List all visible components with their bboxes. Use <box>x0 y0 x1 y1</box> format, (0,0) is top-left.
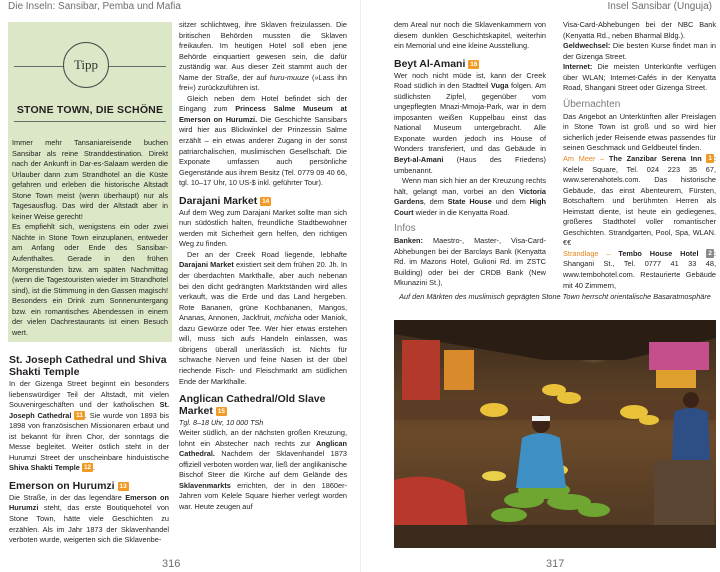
heading-emerson: Emerson on Hurumzi 13 <box>9 479 127 492</box>
paragraph-anglican: Weiter südlich, an der nächsten großen Kreuzung, lohnt ein Abstecher nach rechts zur Anglican Cathedral. Nachdem der Sklavenhandel 1873 offiziell verboten worden war, ließ der anglikanische Bischof Steer die Kirche auf dem Gelände des Sklavenmarkts errichten, der in den 1860er-Jahren vom Kelele Square hierher verlegt worden war. Heute zeugen auf <box>179 428 347 511</box>
map-number-badge: 15 <box>217 408 225 416</box>
left-column-1 <box>9 354 169 546</box>
paragraph-internet: Internet: Die meisten Unterkünfte verfügen über WLAN; Internet-Cafés in der Kenyatta Road, Shangani Street oder Gizenga Street. <box>563 62 716 93</box>
paragraph-nbc: Visa-Card-Abhebungen bei der NBC Bank (Kenyatta Rd., neben Bharmal Bldg.). <box>563 20 716 40</box>
tip-title: STONE TOWN, DIE SCHÖNE <box>16 104 164 116</box>
page-number-right: 317 <box>546 558 565 570</box>
map-number-badge: 2 <box>708 249 712 257</box>
right-column-2 <box>563 20 716 291</box>
paragraph-uebernachten: Das Angebot an Unterkünften aller Preislagen in Stone Town ist groß und so wird hier sicherlich jeder Reisende etwas passendes für seinen Geschmack und Geldbeutel finden. <box>563 111 716 153</box>
right-column-1 <box>394 20 546 289</box>
listing-serena: Am Meer – The Zanzibar Serena Inn 1 : Kelele Square, Tel. 024 223 35 67, www.serenahotels.com. Das historische Gebäude, das einst Abenteurern, Fürsten, Botschaftern und berühmten Herren als Heimstatt diente, ist heute ein gediegenes, größeres Stadthotel voller romantischer Geschichten. Strandgarten, Pool, Spa, WLAN. €€ <box>563 154 716 248</box>
tip-badge: Tipp <box>63 42 109 88</box>
heading-infos: Infos <box>394 223 416 235</box>
heading-beyt-al-amani: Beyt Al-Amani 16 <box>394 57 478 70</box>
map-number-badge: 14 <box>262 197 270 205</box>
tip-paragraph: Immer mehr Tansaniareisende buchen Sansibar als reine Stranddestination. Direkt nach der Ankunft in Dar-es-Salaam werden die Urlauber dann zum Strandhotel an die Küste gefahren und erleben die historische Altstadt Stone Town meist (wenn überhaupt) nur als Tagesausflug. Das wird der Altstadt aber in keiner Weise gerecht! <box>12 138 168 221</box>
paragraph-darajani-2: Der an der Creek Road liegende, lebhafte Darajani Market existiert seit dem frühen 20. Jh. In der überdachten Markthalle, aber auch nebenan bei den dicht gedrängten Marktständen wird alles verkauft, was die Erde und das Land hergeben. Rote Bananen, grüne Kochbananen, Mangos, Ananas, Annonen, Jackfruit, mchicha oder Maniok, dazu Gewürze oder Tee. Wer hier etwas erstehen will, muss sich aufs Handeln einlassen, was übrigens überall unerlässlich ist. Nichts für schwache Nerven und feine Nasen ist der übel riechende Fisch- und Fleischmarkt am südlichen Ende der Markthalle. <box>179 249 347 386</box>
paragraph-beyt-1: Wer noch nicht müde ist, kann der Creek Road südlich in den Stadtteil Vuga folgen. Am südlichsten Zipfel, gegenüber vom ungepflegten Mnazi-Mmoja-Park, war in dem imposanten weißen Kuppelbau einst das National Museum untergebracht. Alle Exponate wurden jedoch ins House of Wonders transferiert, und das Gebäude in Beyt-al-Amani (Haus des Friedens) umbenannt. <box>394 70 546 175</box>
paragraph-princess-salme: Gleich neben dem Hotel befindet sich der Eingang zum Princess Salme Museum at Emerson on Hurumzi. Die Geschichte Sansibars wird hier aus Blickwinkel der Prinzessin Salme erzählt – ein etwas anderer Zugang in der sonst patriarchalischen, muslimischen Gesellschaft. Die Exponate umfassen auch persönliche Gegenstände aus ihrem Besitz (Tel. 0779 09 40 66, tgl. 10–17 Uhr, 10 US-$ inkl. geführter Tour). <box>179 93 347 188</box>
paragraph-beyt-2: Wenn man sich hier an der Kreuzung rechts hält, gelangt man, vorbei an den Victoria Gardens, dem State House und dem High Court wieder in die Kenyatta Road. <box>394 176 546 217</box>
market-photo <box>394 320 716 548</box>
paragraph-geldwechsel: Geldwechsel: Die besten Kurse findet man in der Gizenga Street. <box>563 41 716 61</box>
listing-tembo: Strandlage – Tembo House Hotel 2 : Shangani St., Tel. 0777 41 33 48, www.tembohotel.com. Restaurierte Gebäude mit 40 Zimmern, <box>563 248 716 290</box>
map-number-badge: 11 <box>76 411 83 419</box>
paragraph-st-joseph: In der Gizenga Street beginnt ein besonders liebenswürdiger Teil der Altstadt, mit vielen Souvenirgeschäften und der katholischen St. Joseph Cathedral 11 . Sie wurde von 1893 bis 1898 von französischen Missionaren erbaut und ist bekannt für ihren Chor, der sonntags die Messe begleitet. Weiter östlich steht in der Hurumzi Street der unscheinbare hinduistische Shiva Shakti Temple 12 . <box>9 379 169 473</box>
left-column-2 <box>179 20 347 512</box>
heading-uebernachten: Übernachten <box>563 98 621 110</box>
heading-st-joseph: St. Joseph Cathedral und Shiva Shakti Temple <box>9 354 167 378</box>
page-number-left: 316 <box>162 558 181 570</box>
paragraph-memorial: dem Areal nur noch die Sklavenkammern von diesem dunklen Geschichtskapitel, weiterhin ein Memorial und eine kleine Ausstellung. <box>394 20 546 51</box>
photo-caption: Auf den Märkten des muslimisch geprägten Stone Town herrscht orientalische Basaratmosphäre <box>399 292 711 301</box>
tip-rule-bottom <box>14 121 166 122</box>
paragraph-emerson: Die Straße, in der das legendäre Emerson on Hurumzi steht, das erste Boutiquehotel von Stone Town, hätte viele Geschichten zu erzählen. Als im Jahr 1873 der Sklavenhandel verboten wurde, weigerten sich die Sklavenbe- <box>9 492 169 545</box>
tip-paragraph: Es empfiehlt sich, wenigstens ein oder zwei Nächte in Stone Town einzuplanen, entweder am Anfang oder Ende des Sansibar-Aufenthaltes. Gerade in den frühen Morgenstunden bzw. am späten Nachmittag (wenn die Tagestouristen wieder im Strandhotel sind), ist die Stimmung in den Gassen magisch! Besonders ein Drink zum Sonnenuntergang bzw. ein romantisches Abendessen in einem der vielen Dachrestaurants ist einen Besuch wert. <box>12 222 168 337</box>
running-header-right: Insel Sansibar (Unguja) <box>607 1 712 12</box>
map-number-badge: 13 <box>119 482 127 490</box>
anglican-hours: Tgl. 8–18 Uhr, 10 000 TSh <box>179 418 264 428</box>
paragraph-hurumzi: sitzer schlichtweg, ihre Sklaven freizulassen. Die britischen Behörden mussten die Sklaven freikaufen. Im heutigen Hotel soll eben jene Behörde einquartiert gewesen sein, die dafür zuständig war. Aus dieser Zeit stammt auch der Name der Straße, der auf huru-muuze (»Lass ihn frei«) zurückzuführen ist. <box>179 20 347 93</box>
map-number-badge: 1 <box>708 155 712 163</box>
running-header-left: Die Inseln: Sansibar, Pemba und Mafia <box>8 1 181 12</box>
tip-body <box>12 138 168 338</box>
map-number-badge: 16 <box>470 60 478 68</box>
heading-anglican: Anglican Cathedral/Old Slave Market 15 <box>179 393 326 418</box>
paragraph-darajani-1: Auf dem Weg zum Darajani Market sollte man sich nun südöstlich halten, freundliche Stadtbewohner werden mit Sicherheit gern helfen, den richtigen Weg zu finden. <box>179 207 347 249</box>
heading-darajani: Darajani Market 14 <box>179 194 270 207</box>
page-gutter <box>360 0 361 572</box>
paragraph-banken: Banken: Maestro-, Master-, Visa-Card-Abhebungen bei der Barclays Bank (Kenyatta Rd. im Mazons Hotel, Gulioni Rd. im ZSTC Building) oder bei der CRDB Bank (New Mkunazini St.), <box>394 236 546 288</box>
map-number-badge: 12 <box>83 464 92 472</box>
